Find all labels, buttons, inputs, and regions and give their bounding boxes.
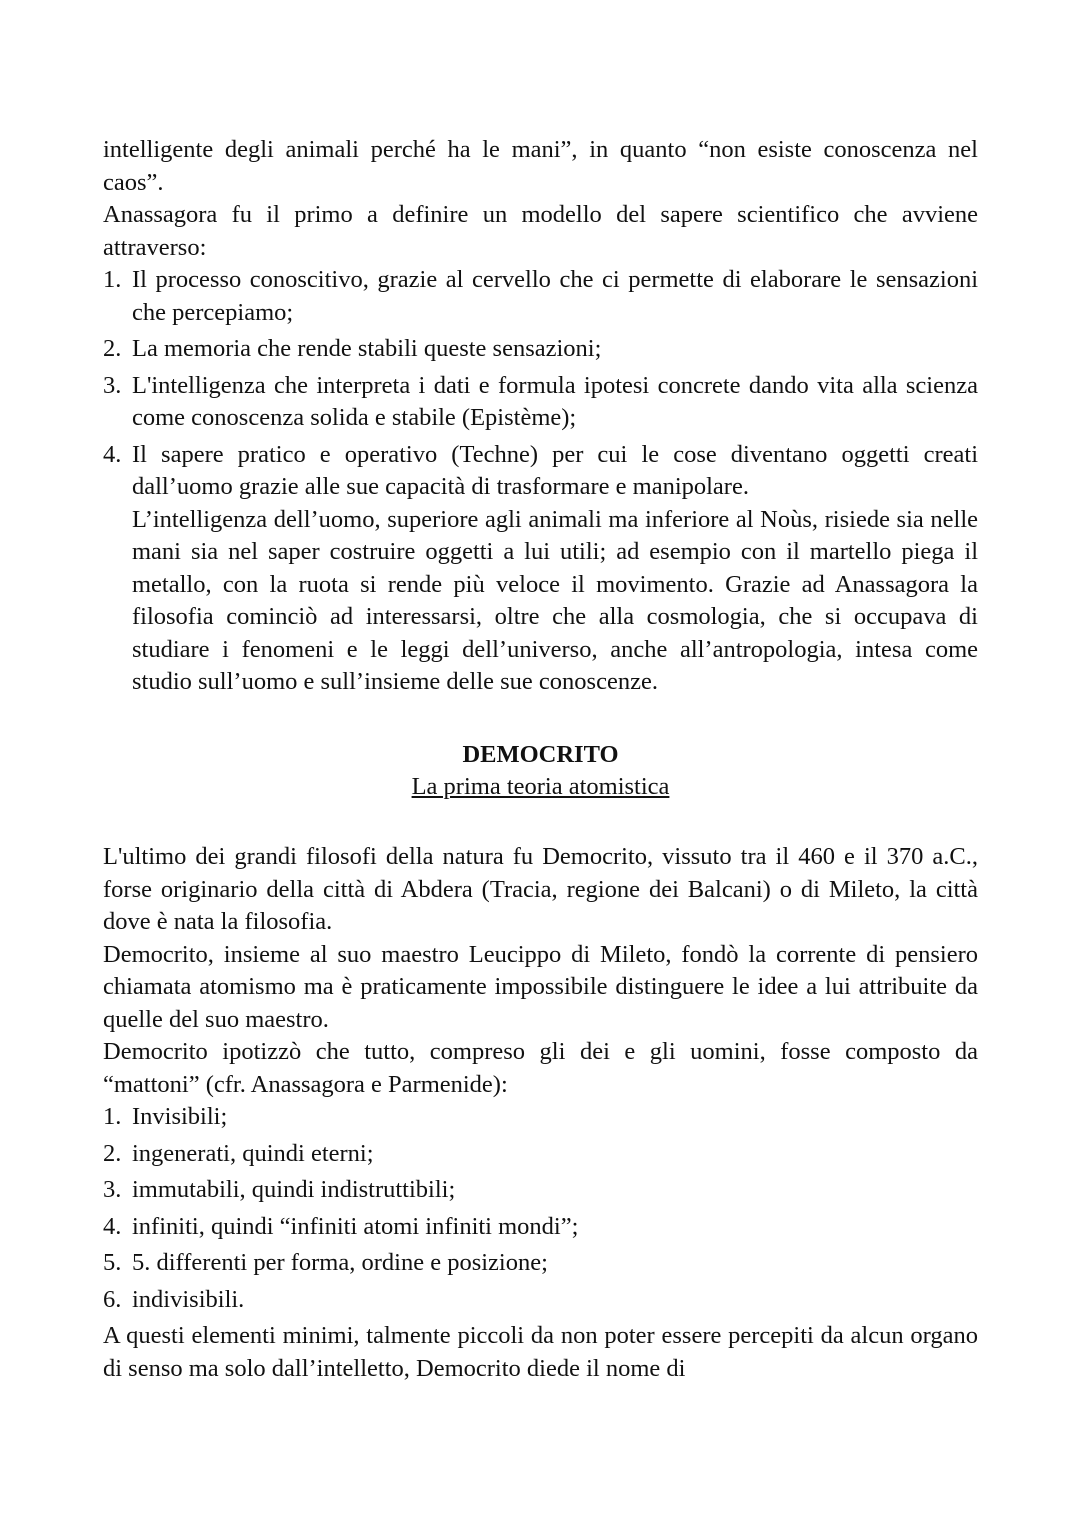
list-item — [103, 1247, 978, 1280]
list-item — [103, 1211, 978, 1244]
list-item-text: 5. differenti per forma, ordine e posizione; — [132, 1249, 548, 1276]
democrito-paragraph-4: A questi elementi minimi, talmente piccoli da non poter essere percepiti da alcun organo di senso ma solo dall’intelletto, Democrito diede il nome di — [103, 1322, 978, 1382]
list-item — [103, 439, 978, 699]
list-item-number: 3. — [103, 371, 122, 399]
list-item-text: ingenerati, quindi eterni; — [132, 1139, 374, 1167]
list-item-text: Invisibili; — [132, 1103, 228, 1130]
list-item-number: 6. — [103, 1285, 122, 1313]
atom-properties-list — [103, 1101, 978, 1316]
list-item — [103, 333, 978, 366]
list-item — [103, 1284, 978, 1317]
list-item-text: immutabili, quindi indistruttibili; — [132, 1176, 456, 1203]
list-item — [103, 1174, 978, 1207]
list-item-number: 1. — [103, 1103, 122, 1130]
list-item-number: 3. — [103, 1176, 122, 1203]
list-item-number: 2. — [103, 1139, 122, 1167]
list-item-text: Il sapere pratico e operativo (Techne) per cui le cose diventano oggetti creati dall’uomo grazie alle sue capacità di trasformare e manipolare. — [132, 440, 978, 500]
list-item-number: 5. — [103, 1249, 122, 1276]
section-heading — [103, 739, 978, 804]
democrito-paragraph-3: Democrito ipotizzò che tutto, compreso gli dei e gli uomini, fosse composto da “mattoni” (cfr. Anassagora e Parmenide): — [103, 1038, 978, 1098]
list-item-text: indivisibili. — [132, 1285, 245, 1313]
continuation-paragraph: L’intelligenza dell’uomo, superiore agli animali ma inferiore al Noùs, risiede sia nelle mani sia nel saper costruire oggetti a lui utili; ad esempio con il martello piega il metallo, con la ruota si rende più veloce il movimento. Grazie ad Anassagora la filosofia cominciò ad interessarsi, oltre che alla cosmologia, che si occupava di studiare i fenomeni e le leggi dell’universo, anche all’antropologia, intesa come studio sull’uomo e sull’insieme delle sue conoscenze. — [132, 505, 978, 695]
list-item-number: 1. — [103, 266, 122, 293]
knowledge-model-list — [103, 264, 978, 699]
democrito-paragraph-2: Democrito, insieme al suo maestro Leucippo di Mileto, fondò la corrente di pensiero chiamata atomismo ma è praticamente impossibile distinguere le idee a lui attribuite da quelle del suo maestro. — [103, 940, 978, 1033]
heading-subtitle: La prima teoria atomistica — [411, 772, 670, 800]
list-item — [103, 370, 978, 435]
list-item — [103, 264, 978, 329]
list-item-number: 4. — [103, 1212, 122, 1240]
heading-title: DEMOCRITO — [462, 740, 619, 768]
list-item-text: infiniti, quindi “infiniti atomi infiniti mondi”; — [132, 1212, 579, 1240]
document-page — [103, 134, 978, 1385]
intro-paragraph: Anassagora fu il primo a definire un modello del sapere scientifico che avviene attraverso: — [103, 201, 978, 261]
list-item-text: L'intelligenza che interpreta i dati e formula ipotesi concrete dando vita alla scienza come conoscenza solida e stabile (Epistème); — [132, 371, 978, 431]
list-item-text: Il processo conoscitivo, grazie al cervello che ci permette di elaborare le sensazioni che percepiamo; — [132, 266, 978, 326]
list-item-text: La memoria che rende stabili queste sensazioni; — [132, 335, 602, 362]
list-item-number: 4. — [103, 440, 122, 468]
opening-paragraph: intelligente degli animali perché ha le mani”, in quanto “non esiste conoscenza nel caos”. — [103, 136, 978, 196]
list-item — [103, 1101, 978, 1134]
democrito-paragraph-1: L'ultimo dei grandi filosofi della natura fu Democrito, vissuto tra il 460 e il 370 a.C., forse originario della città di Abdera (Tracia, regione dei Balcani) o di Mileto, la città dove è nata la filosofia. — [103, 843, 978, 935]
list-item-number: 2. — [103, 335, 122, 362]
list-item — [103, 1138, 978, 1171]
